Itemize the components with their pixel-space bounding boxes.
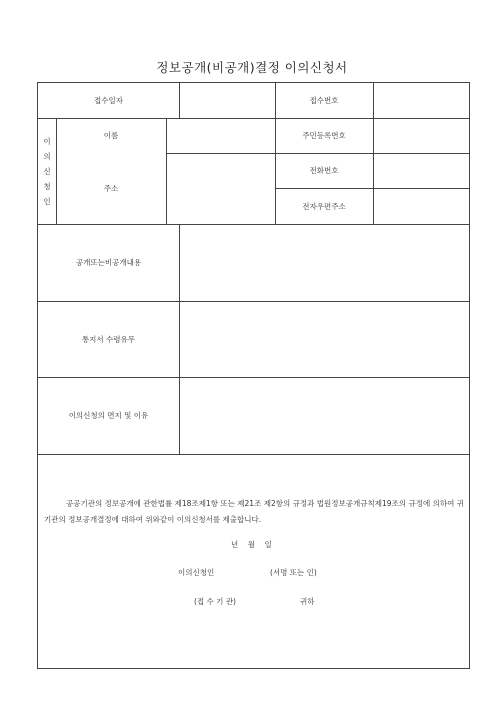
- objection-form: [37, 82, 470, 669]
- receipt-date-label: 접수일자: [94, 96, 123, 105]
- name-label: 이름: [103, 131, 119, 140]
- applicant-char: 신: [43, 166, 51, 176]
- objection-reason-label: 이의신청의 면지 및 이유: [68, 411, 149, 420]
- applicant-line: 이의신청인: [178, 568, 215, 577]
- column-divider: [179, 224, 180, 454]
- agency-line: (접 수 기 관): [194, 597, 236, 606]
- phone-label: 전화번호: [309, 166, 339, 175]
- form-title: 정보공개(비공개)결정 이의신청서: [156, 60, 348, 75]
- row-divider: [38, 454, 469, 455]
- applicant-char: 청: [43, 181, 51, 191]
- applicant-char: 의: [43, 151, 51, 161]
- resident-number-label: 주민등록번호: [302, 131, 346, 140]
- applicant-label: [38, 118, 56, 224]
- signature-line: (서명 또는 인): [270, 568, 317, 577]
- addressee-line: 귀하: [300, 597, 315, 606]
- address-label: 주소: [103, 184, 119, 193]
- disclosure-content-label: 공개또는비공개내용: [75, 258, 142, 267]
- date-line: 년 월 일: [231, 540, 272, 549]
- notice-received-label: 통지서 수령유무: [81, 334, 136, 344]
- applicant-char: 인: [43, 196, 51, 206]
- column-divider: [373, 83, 374, 224]
- receipt-number-label: 접수번호: [309, 96, 339, 105]
- applicant-char: 이: [43, 136, 51, 146]
- column-divider: [179, 83, 180, 118]
- column-divider: [166, 118, 167, 224]
- email-label: 전자우편주소: [302, 201, 346, 211]
- statement-text: 공공기관의 정보공개에 관한법률 제18조제1항 또는 제21조 제2항의 규정과 법원정보공개규칙제19조의 규정에 의하여 귀기관의 정보공개결정에 대하여 위와같이 이의신청서를 제출합니다.: [44, 499, 464, 524]
